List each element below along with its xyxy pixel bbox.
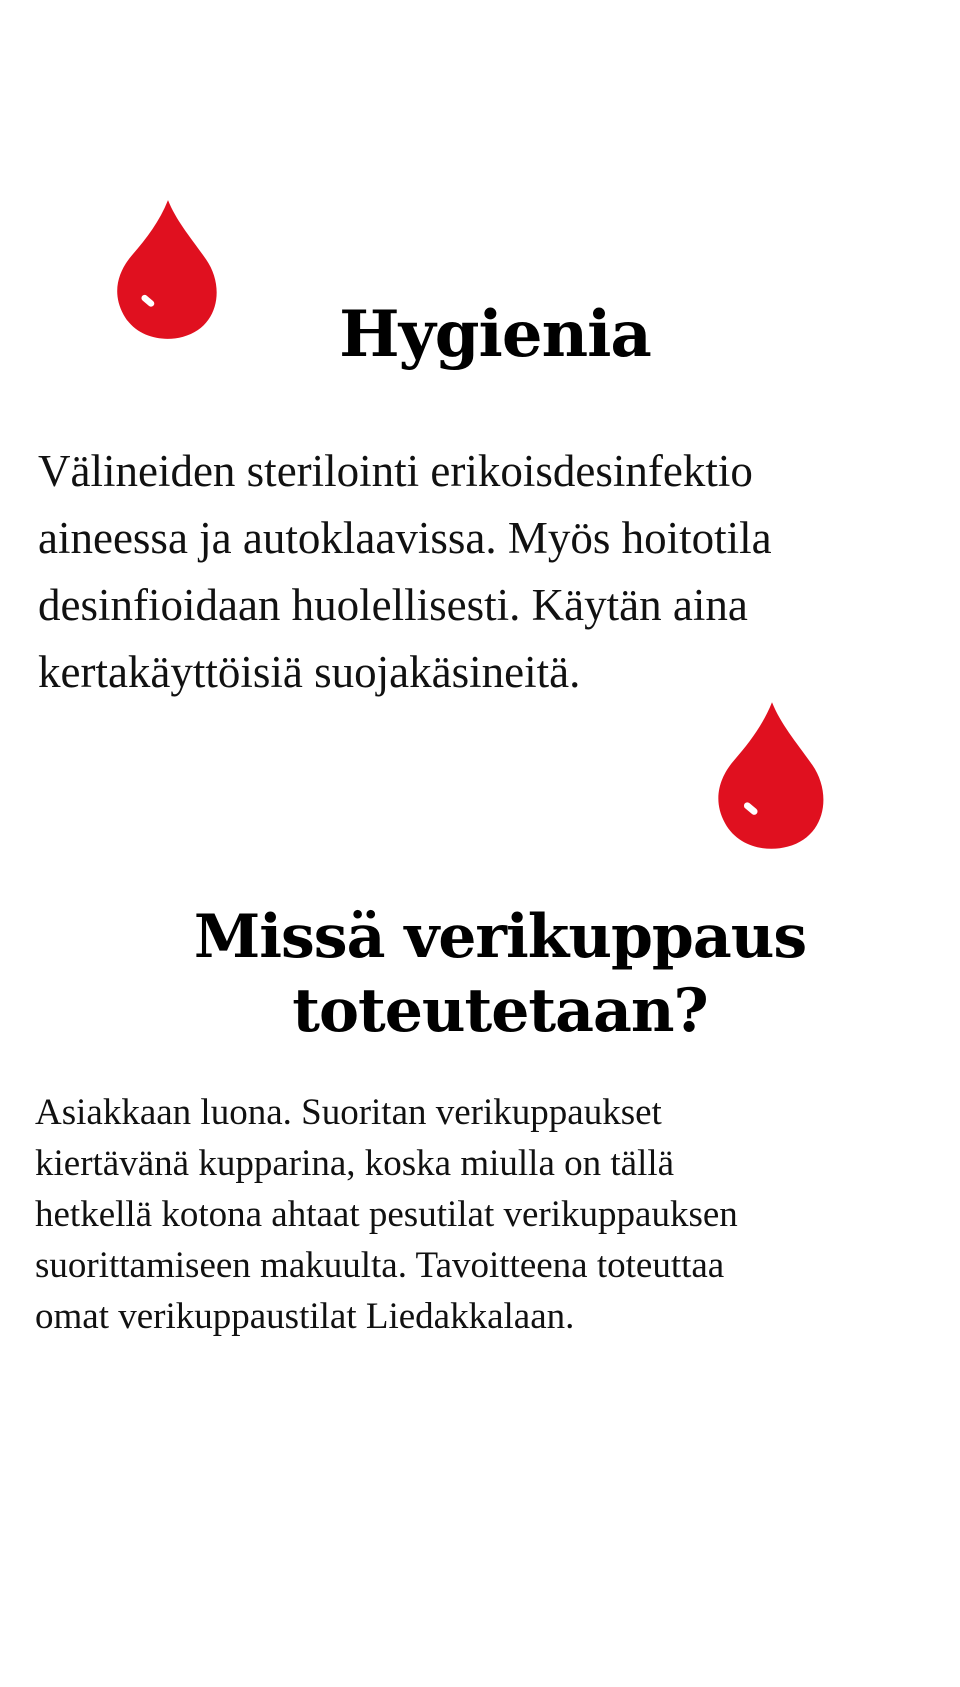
- section-heading-location: [80, 900, 920, 1048]
- body-line: aineessa ja autoklaavissa. Myös hoitotila: [38, 513, 772, 563]
- body-line: Asiakkaan luona. Suoritan verikuppaukset: [35, 1092, 662, 1133]
- section-body-location: [35, 1087, 935, 1342]
- heading-line: toteutetaan?: [292, 976, 708, 1046]
- body-line: omat verikuppaustilat Liedakkalaan.: [35, 1296, 575, 1337]
- blood-drop-icon: [115, 198, 221, 340]
- body-line: Välineiden sterilointi erikoisdesinfektio: [38, 446, 753, 496]
- section-heading-hygiene: Hygienia: [339, 297, 651, 372]
- section-body-hygiene: [38, 438, 938, 706]
- body-line: kiertävänä kupparina, koska miulla on tällä: [35, 1143, 675, 1184]
- body-line: kertakäyttöisiä suojakäsineitä.: [38, 647, 581, 697]
- heading-line: Missä verikuppaus: [193, 902, 807, 972]
- blood-drop-icon: [716, 700, 828, 850]
- body-line: desinfioidaan huolellisesti. Käytän aina: [38, 580, 748, 630]
- body-line: hetkellä kotona ahtaat pesutilat verikuppauksen: [35, 1194, 738, 1235]
- body-line: suorittamiseen makuulta. Tavoitteena toteuttaa: [35, 1245, 725, 1286]
